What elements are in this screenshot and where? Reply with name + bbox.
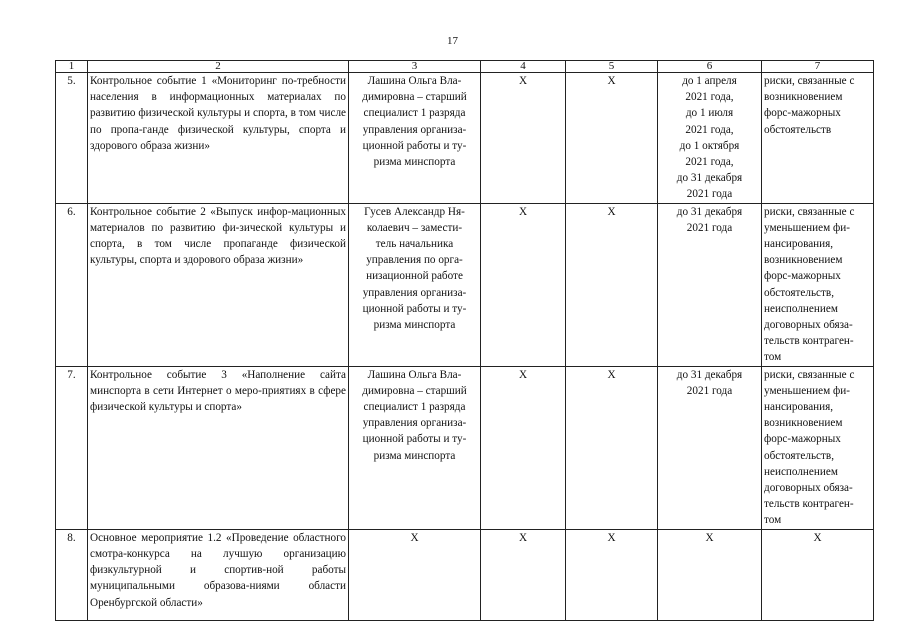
risks <box>762 366 874 529</box>
column-4-value: Х <box>481 73 566 204</box>
deadline-line: 2021 года, <box>685 123 734 136</box>
deadline-line: до 31 декабря <box>676 368 743 381</box>
risk-line: тельств контраген- <box>764 498 854 511</box>
risk-line: обстоятельств, <box>764 449 834 462</box>
event-name: Контрольное событие 1 «Мониторинг по-требности населения в информационных материалах по развитию физической культуры и спорта, в том числе по пропа-ганде физической культуры, спорта и здорового образа жизни» <box>88 73 349 204</box>
risk-line: нансирования, <box>764 401 834 414</box>
deadline-line: 2021 года <box>686 221 733 234</box>
responsible-line: специалист 1 разряда <box>363 107 466 120</box>
deadline <box>658 366 762 529</box>
table-row <box>56 73 874 204</box>
risks <box>762 203 874 366</box>
risk-line: неисполнением <box>764 465 838 478</box>
risk-line: тельств контраген- <box>764 335 854 348</box>
deadline-line: Х <box>705 531 714 544</box>
column-5-value: Х <box>566 203 658 366</box>
risk-line: том <box>764 514 782 527</box>
responsible-line: димировна – старший <box>362 91 467 104</box>
deadline-line: 2021 года <box>686 188 733 201</box>
deadline-line: до 1 апреля <box>682 75 737 87</box>
responsible-line: управления по орга- <box>366 254 463 267</box>
responsible-line: ризма минспорта <box>373 449 456 462</box>
risk-line: договорных обяза- <box>764 482 853 495</box>
risk-line: возникновением <box>764 91 843 104</box>
risk-line: риски, связанные с <box>764 205 855 218</box>
row-number: 8. <box>56 529 88 620</box>
column-5-value: Х <box>566 529 658 620</box>
responsible-line: тель начальника <box>375 238 454 251</box>
risk-line: форс-мажорных <box>764 270 841 283</box>
responsible-line: Лашина Ольга Вла- <box>367 75 462 87</box>
column-header-6: 6 <box>658 61 762 73</box>
column-header-2: 2 <box>88 61 349 73</box>
deadline-line: до 1 октября <box>679 139 740 152</box>
risk-line: нансирования, <box>764 238 834 251</box>
deadline-line: до 31 декабря <box>676 172 743 185</box>
deadline-line: 2021 года, <box>685 156 734 169</box>
risk-line: обстоятельств, <box>764 286 834 299</box>
risk-line: риски, связанные с <box>764 75 855 87</box>
risk-line: риски, связанные с <box>764 368 855 381</box>
responsible-line: димировна – старший <box>362 384 467 397</box>
responsible-line: Лашина Ольга Вла- <box>367 368 462 381</box>
table-row <box>56 203 874 366</box>
responsible-line: ционной работы и ту- <box>362 433 467 446</box>
responsible-line: специалист 1 разряда <box>363 401 466 414</box>
event-name: Основное мероприятие 1.2 «Проведение областного смотра-конкурса на лучшую организацию физкультурной и спортив-ной работы муниципальными образова-ниями области Оренбургской области» <box>88 529 349 620</box>
responsible-person <box>349 529 481 620</box>
responsible-line: ционной работы и ту- <box>362 139 467 152</box>
deadline-line: 2021 года <box>686 384 733 397</box>
risk-line: форс-мажорных <box>764 433 841 446</box>
risk-line: уменьшением фи- <box>764 221 850 234</box>
column-header-1: 1 <box>56 61 88 73</box>
deadline <box>658 529 762 620</box>
responsible-line: низационной работе <box>366 270 463 283</box>
column-header-7: 7 <box>762 61 874 73</box>
column-4-value: Х <box>481 529 566 620</box>
table-row <box>56 366 874 529</box>
column-header-5: 5 <box>566 61 658 73</box>
column-header-3: 3 <box>349 61 481 73</box>
risk-line: возникновением <box>764 417 843 430</box>
deadline <box>658 73 762 204</box>
responsible-line: колаевич – замести- <box>366 221 463 234</box>
risk-line: уменьшением фи- <box>764 384 850 397</box>
column-4-value: Х <box>481 203 566 366</box>
risk-line: Х <box>813 531 822 544</box>
responsible-line: Гусев Александр Ня- <box>364 205 465 218</box>
risks <box>762 529 874 620</box>
responsible-person <box>349 203 481 366</box>
row-number: 6. <box>56 203 88 366</box>
risks <box>762 73 874 204</box>
responsible-line: управления организа- <box>362 123 467 136</box>
risk-line: договорных обяза- <box>764 319 853 332</box>
responsible-line: Х <box>410 531 419 544</box>
column-5-value: Х <box>566 73 658 204</box>
column-header-4: 4 <box>481 61 566 73</box>
plan-table <box>55 60 874 621</box>
header-row <box>56 61 874 73</box>
deadline-line: 2021 года, <box>685 91 734 104</box>
responsible-line: управления организа- <box>362 286 467 299</box>
risk-line: возникновением <box>764 254 843 267</box>
event-name: Контрольное событие 2 «Выпуск инфор-мационных материалов по развитию фи-зической культуры и спорта, в том числе пропаганде физической культуры, спорта и здорового образа жизни» <box>88 203 349 366</box>
responsible-line: ционной работы и ту- <box>362 302 467 315</box>
responsible-person <box>349 366 481 529</box>
page-number: 17 <box>447 35 458 47</box>
risk-line: форс-мажорных <box>764 107 841 120</box>
column-4-value: Х <box>481 366 566 529</box>
responsible-line: ризма минспорта <box>373 156 456 169</box>
table-row <box>56 529 874 620</box>
row-number: 7. <box>56 366 88 529</box>
event-name: Контрольное событие 3 «Наполнение сайта минспорта в сети Интернет о меро-приятиях в сфере физической культуры и спорта» <box>88 366 349 529</box>
risk-line: том <box>764 351 782 364</box>
deadline-line: до 31 декабря <box>676 205 743 218</box>
responsible-line: управления организа- <box>362 417 467 430</box>
responsible-line: ризма минспорта <box>373 319 456 332</box>
deadline-line: до 1 июля <box>685 107 734 120</box>
risk-line: обстоятельств <box>764 123 832 136</box>
deadline <box>658 203 762 366</box>
responsible-person <box>349 73 481 204</box>
risk-line: неисполнением <box>764 302 838 315</box>
row-number: 5. <box>56 73 88 204</box>
column-5-value: Х <box>566 366 658 529</box>
